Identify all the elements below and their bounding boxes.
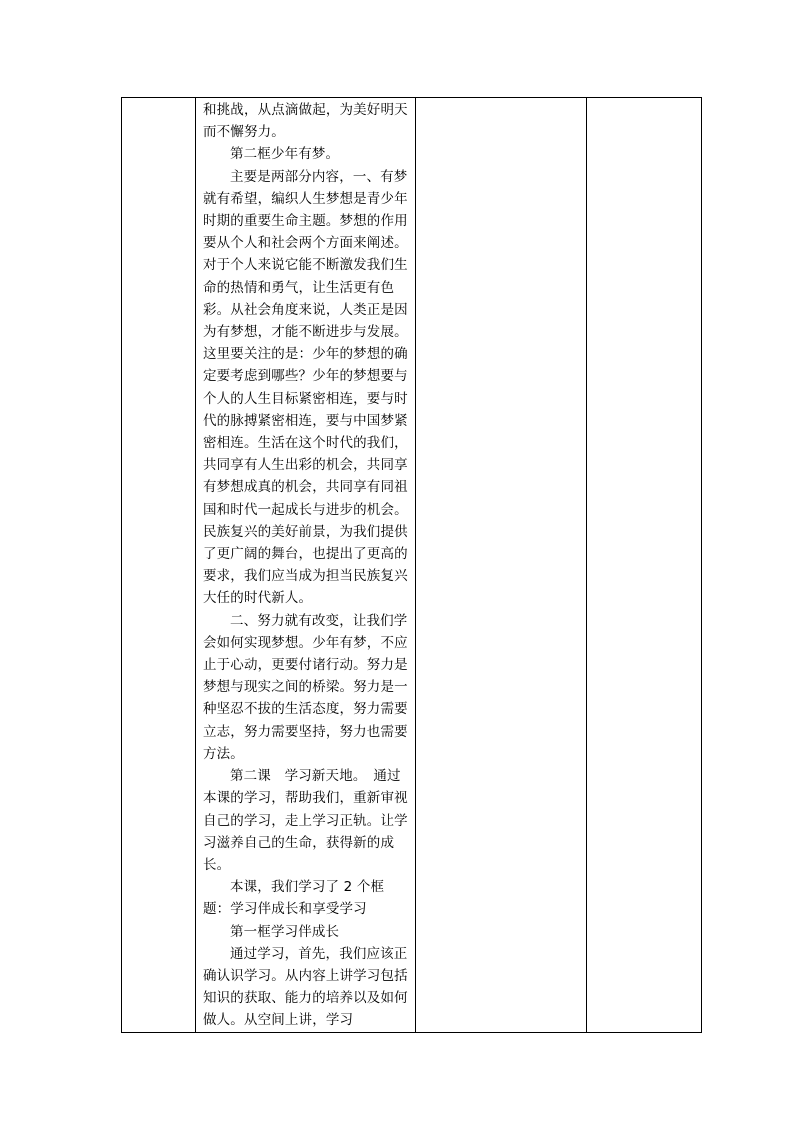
paragraph: 本课，我们学习了 2 个框题：学习伴成长和享受学习 — [203, 879, 385, 918]
lesson-table — [121, 97, 702, 1033]
table-cell-empty-1 — [122, 98, 196, 1033]
paragraph: 二、努力就有改变，让我们学会如何实现梦想。少年有梦，不应止于心动，更要付诸行动。努力是梦想与现实之间的桥梁。努力是一种坚忍不拔的生活态度，努力需要立志，努力需要坚持，努力也需要方法。 — [203, 612, 408, 762]
paragraph: 通过学习，首先，我们应该正确认识学习。从内容上讲学习包括知识的获取、能力的培养以及如何做人。从空间上讲，学习 — [203, 945, 408, 1029]
table-cell-empty-3 — [587, 98, 702, 1033]
table-cell-content — [196, 98, 416, 1033]
paragraph: 主要是两部分内容，一、有梦就有希望，编织人生梦想是青少年时期的重要生命主题。梦想的作用要从个人和社会两个方面来阐述。对于个人来说它能不断激发我们生命的热情和勇气，让生活更有色彩。从社会角度来说，人类正是因为有梦想，才能不断进步与发展。这里要关注的是：少年的梦想的确定要考虑到哪些？少年的梦想要与个人的人生目标紧密相连，要与时代的脉搏紧密相连，要与中国梦紧密相连。生活在这个时代的我们，共同享有人生出彩的机会，共同享有梦想成真的机会，共同享有同祖国和时代一起成长与进步的机会。民族复兴的美好前景，为我们提供了更广阔的舞台，也提出了更高的要求，我们应当成为担当民族复兴大任的时代新人。 — [203, 168, 408, 607]
table-row — [122, 98, 702, 1033]
paragraph: 第二课 学习新天地。 通过本课的学习，帮助我们，重新审视自己的学习，走上学习正轨。让学习滋养自己的生命，获得新的成长。 — [203, 768, 408, 873]
paragraph: 第二框少年有梦。 — [230, 146, 340, 163]
paragraph: 和挑战，从点滴做起，为美好明天而不懈努力。 — [203, 102, 408, 141]
table-cell-empty-2 — [416, 98, 587, 1033]
paragraph: 第一框学习伴成长 — [230, 923, 340, 940]
